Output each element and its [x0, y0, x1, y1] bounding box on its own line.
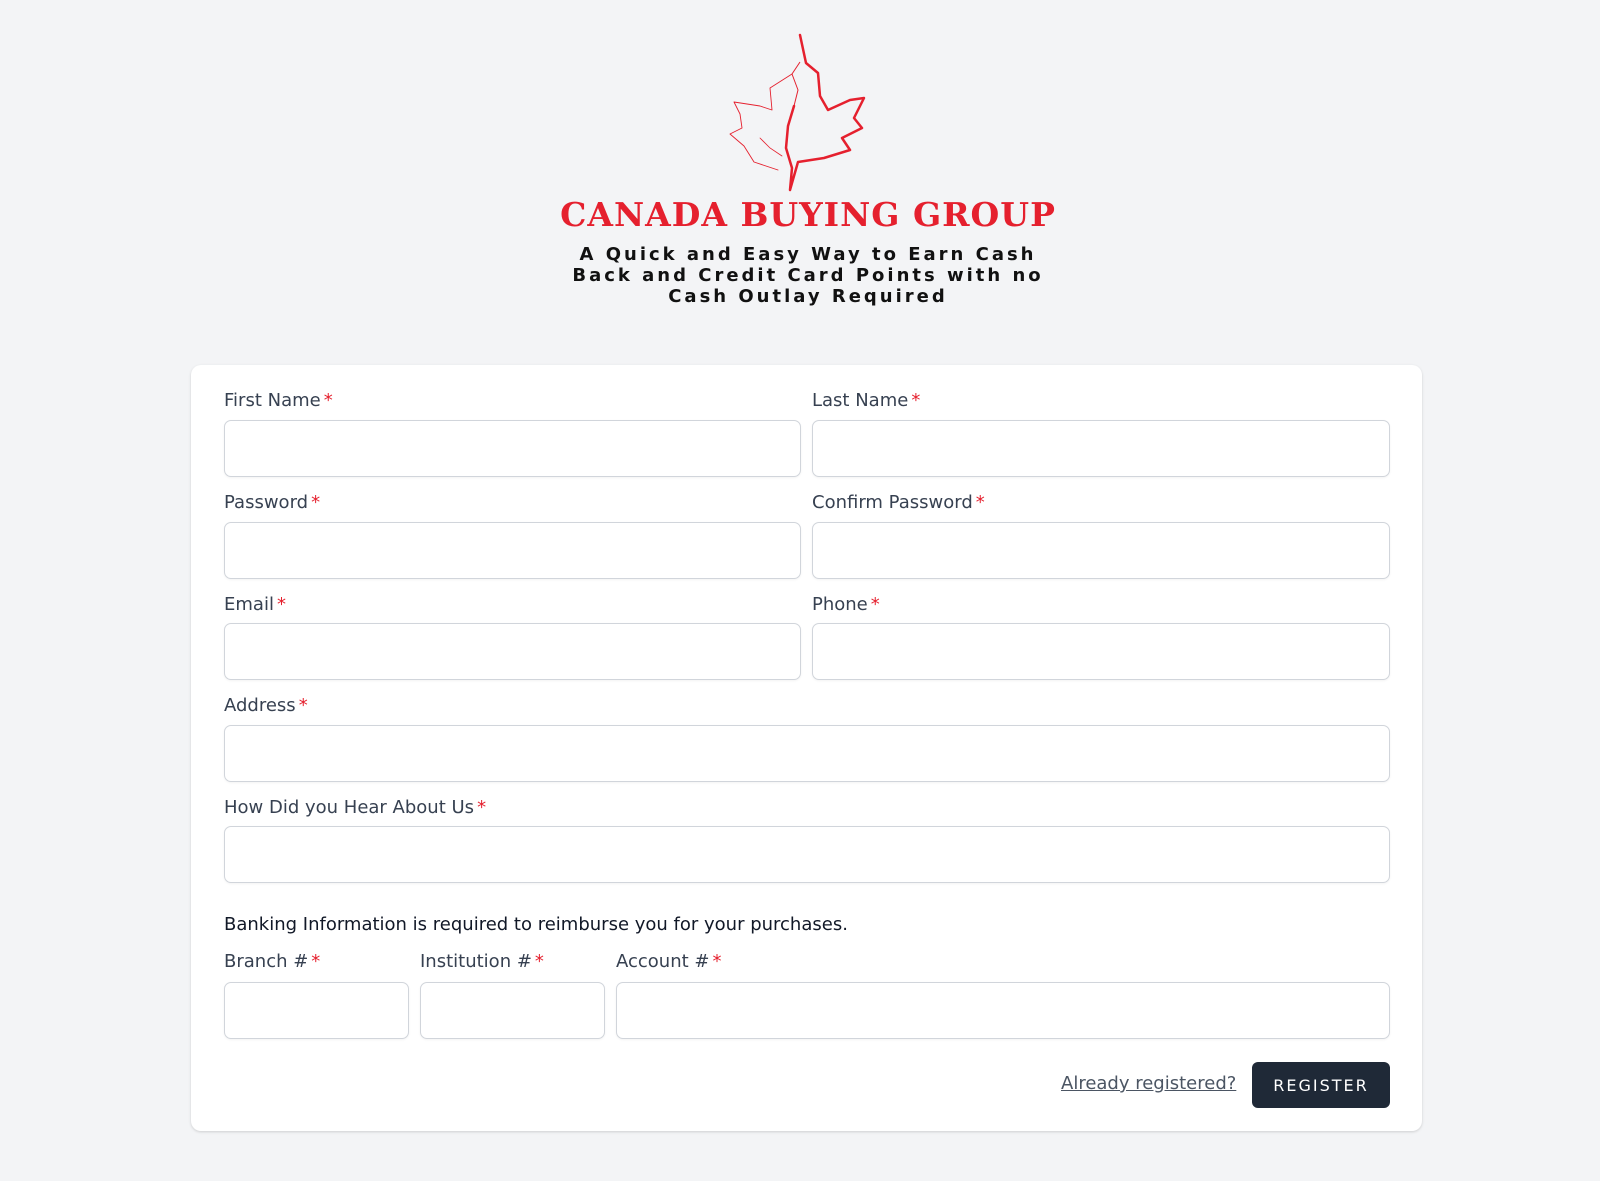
- account-label: Account # *: [616, 951, 722, 972]
- required-marker: *: [298, 695, 308, 716]
- last-name-input[interactable]: [812, 420, 1390, 477]
- required-marker: *: [911, 390, 921, 411]
- email-label: Email *: [224, 594, 286, 615]
- referral-label: How Did you Hear About Us *: [224, 797, 487, 818]
- password-input[interactable]: [224, 522, 801, 579]
- institution-label: Institution # *: [420, 951, 544, 972]
- confirm-password-label: Confirm Password *: [812, 492, 985, 513]
- required-marker: *: [534, 951, 544, 972]
- phone-input[interactable]: [812, 623, 1390, 680]
- address-label: Address *: [224, 695, 308, 716]
- password-label: Password *: [224, 492, 321, 513]
- branch-label: Branch # *: [224, 951, 321, 972]
- confirm-password-input[interactable]: [812, 522, 1390, 579]
- banking-info-note: Banking Information is required to reimburse you for your purchases.: [224, 914, 848, 935]
- required-marker: *: [870, 594, 880, 615]
- required-marker: *: [477, 797, 487, 818]
- account-input[interactable]: [616, 982, 1390, 1039]
- brand-name: CANADA BUYING GROUP: [560, 195, 1056, 234]
- required-marker: *: [311, 492, 321, 513]
- first-name-label: First Name *: [224, 390, 333, 411]
- referral-input[interactable]: [224, 826, 1390, 883]
- required-marker: *: [712, 951, 722, 972]
- already-registered-link[interactable]: Already registered?: [1061, 1073, 1237, 1094]
- email-input[interactable]: [224, 623, 801, 680]
- last-name-label: Last Name *: [812, 390, 921, 411]
- registration-form: [191, 365, 1422, 1131]
- maple-leaf-icon: [722, 30, 888, 196]
- phone-label: Phone *: [812, 594, 880, 615]
- address-input[interactable]: [224, 725, 1390, 782]
- required-marker: *: [975, 492, 985, 513]
- required-marker: *: [276, 594, 286, 615]
- required-marker: *: [311, 951, 321, 972]
- required-marker: *: [323, 390, 333, 411]
- branch-input[interactable]: [224, 982, 409, 1039]
- brand-tagline: A Quick and Easy Way to Earn Cash Back and Credit Card Points with no Cash Outlay Required: [572, 244, 1044, 307]
- institution-input[interactable]: [420, 982, 605, 1039]
- register-button[interactable]: REGISTER: [1252, 1062, 1390, 1108]
- first-name-input[interactable]: [224, 420, 801, 477]
